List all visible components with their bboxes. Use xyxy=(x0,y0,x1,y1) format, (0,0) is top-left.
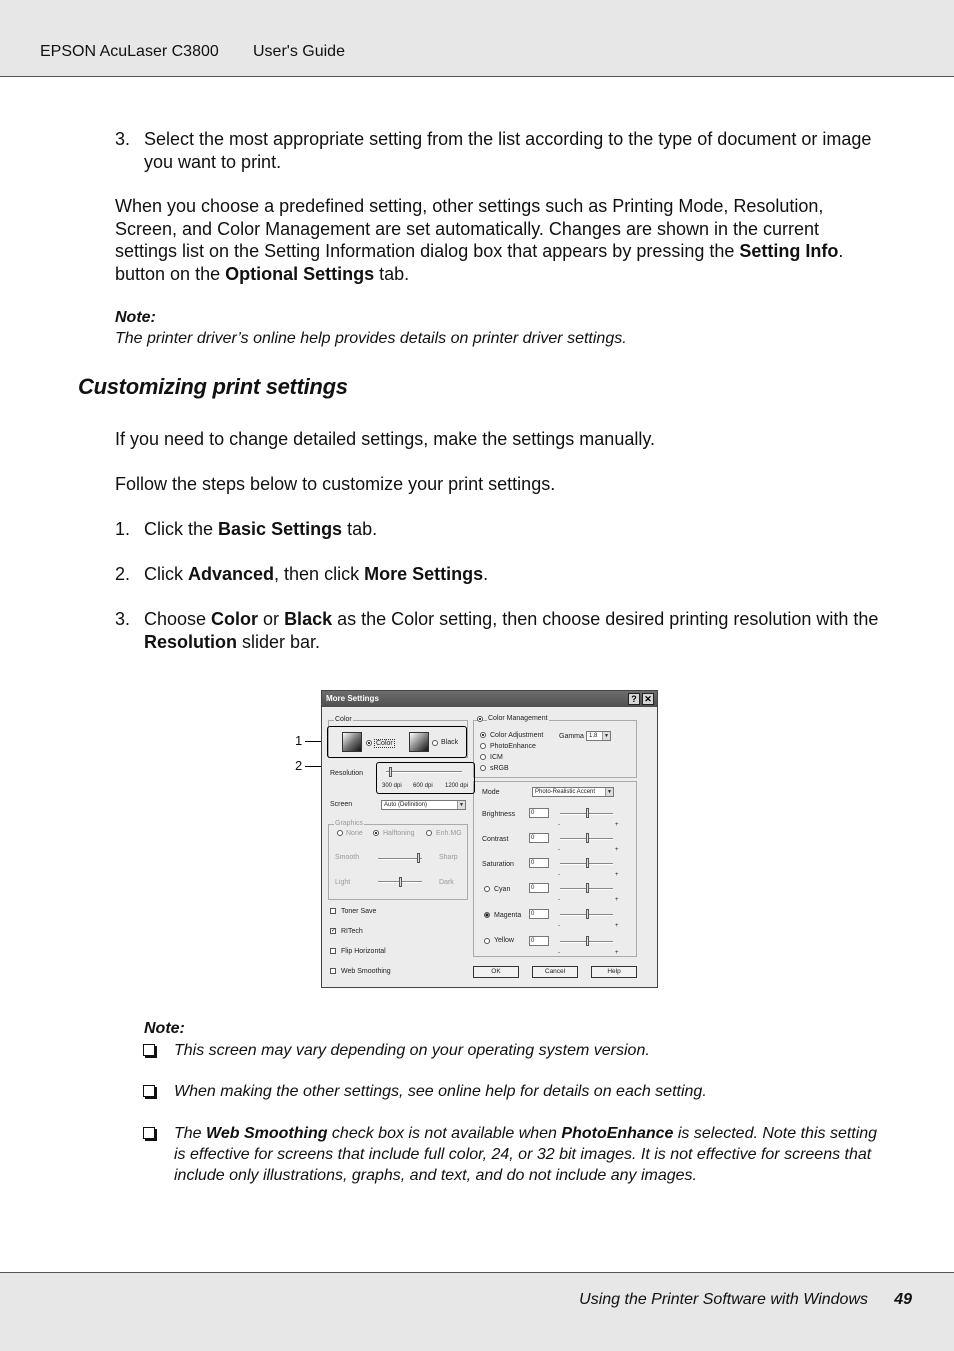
dialog-titlebar xyxy=(322,691,657,707)
note-item: This screen may vary depending on your operating system version. xyxy=(174,1042,650,1059)
cm-option: PhotoEnhance xyxy=(490,743,536,750)
cm-radio[interactable] xyxy=(480,765,486,771)
dark-label: Dark xyxy=(439,879,454,886)
resolution-highlight-box xyxy=(376,762,475,794)
adjust-label: Contrast xyxy=(482,836,509,843)
adjustment-group xyxy=(473,781,637,957)
dropdown-arrow-icon: ▼ xyxy=(602,732,610,740)
cancel-button[interactable]: Cancel xyxy=(532,966,578,978)
page-header xyxy=(0,0,954,77)
cm-option: ICM xyxy=(490,754,503,761)
checkbox-label: Web Smoothing xyxy=(341,968,391,975)
note-item: When making the other settings, see online help for details on each setting. xyxy=(174,1083,707,1100)
adjust-label: Cyan xyxy=(494,886,511,893)
checkbox-label: Flip Horizontal xyxy=(341,948,386,955)
dropdown-arrow-icon: ▼ xyxy=(605,788,613,796)
smooth-track[interactable] xyxy=(378,858,422,860)
adjust-thumb[interactable] xyxy=(586,936,589,946)
cm-option: sRGB xyxy=(490,765,509,772)
cyan-field[interactable]: 0 xyxy=(529,883,549,893)
color-management-radio[interactable] xyxy=(477,716,483,722)
header-product: EPSON AcuLaser C3800 xyxy=(40,43,219,60)
adjust-thumb[interactable] xyxy=(586,833,589,843)
adjust-thumb[interactable] xyxy=(586,883,589,893)
mode-label: Mode xyxy=(482,789,500,796)
step-text: Click Advanced, then click More Settings. xyxy=(144,564,489,584)
plus-label: + xyxy=(615,923,619,929)
resolution-label: Resolution xyxy=(330,770,364,777)
contrast-field[interactable]: 0 xyxy=(529,833,549,843)
minus-label: - xyxy=(558,897,560,903)
callout-2: 2 xyxy=(295,758,303,773)
mode-select[interactable]: Photo-Realistic Accent ▼ xyxy=(532,787,614,797)
checkbox-label: Toner Save xyxy=(341,908,377,915)
step-text: Click the Basic Settings tab. xyxy=(144,519,378,539)
brightness-field[interactable]: 0 xyxy=(529,808,549,818)
help-button[interactable]: Help xyxy=(591,966,637,978)
dpi-label: 300 dpi xyxy=(382,783,402,789)
plus-label: + xyxy=(615,822,619,828)
minus-label: - xyxy=(558,950,560,956)
color-highlight-box xyxy=(327,726,467,758)
ok-button[interactable]: OK xyxy=(473,966,519,978)
checkbox-bullet-icon xyxy=(143,1127,155,1139)
graphics-option: Enh.MG xyxy=(436,830,462,837)
screen-select[interactable]: Auto (Definition) ▼ xyxy=(381,800,466,810)
smooth-label: Smooth xyxy=(335,854,360,861)
gamma-select[interactable]: 1.8 ▼ xyxy=(586,731,611,741)
header-guide: User's Guide xyxy=(253,43,345,60)
dialog-title: More Settings xyxy=(326,694,379,703)
page-number: 49 xyxy=(894,1291,912,1308)
color-option-label: Color xyxy=(376,740,393,747)
web-smoothing-checkbox[interactable] xyxy=(330,968,336,974)
callout-1: 1 xyxy=(295,733,303,748)
color-management-label: Color Management xyxy=(488,715,548,722)
cm-radio[interactable] xyxy=(480,743,486,749)
saturation-field[interactable]: 0 xyxy=(529,858,549,868)
step-text: Select the most appropriate setting from the list according to the type of document or image you want to print. xyxy=(144,129,872,172)
close-icon[interactable]: ✕ xyxy=(642,693,654,705)
smooth-thumb[interactable] xyxy=(417,853,420,863)
plus-label: + xyxy=(615,872,619,878)
paragraph: When you choose a predefined setting, other settings such as Printing Mode, Resolution, Screen, and Color Management are set automatically. Changes are shown in the current settings list on the Setting Information dialog box that appears by pressing the Setting Info. button on the Optional Settings tab. xyxy=(115,196,844,284)
flip-horizontal-checkbox[interactable] xyxy=(330,948,336,954)
magenta-radio[interactable] xyxy=(484,912,490,918)
magenta-field[interactable]: 0 xyxy=(529,909,549,919)
step-number: 3. xyxy=(115,129,131,149)
section-heading: Customizing print settings xyxy=(78,374,348,399)
adjust-label: Saturation xyxy=(482,861,514,868)
graphics-radio[interactable] xyxy=(426,830,432,836)
step-text: Choose Color or Black as the Color setting, then choose desired printing resolution with the Resolution slider bar. xyxy=(144,609,879,652)
cm-radio[interactable] xyxy=(480,732,486,738)
black-option-label: Black xyxy=(441,739,459,746)
paragraph: If you need to change detailed settings, make the settings manually. xyxy=(115,429,655,449)
note-text: The printer driver’s online help provides details on printer driver settings. xyxy=(115,330,627,347)
graphics-option: Halftoning xyxy=(383,830,415,837)
dropdown-arrow-icon: ▼ xyxy=(457,801,465,809)
minus-label: - xyxy=(558,847,560,853)
checkbox-bullet-icon xyxy=(143,1085,155,1097)
yellow-field[interactable]: 0 xyxy=(529,936,549,946)
graphics-group-label: Graphics xyxy=(335,820,364,827)
note-label: Note: xyxy=(115,309,156,326)
page-footer xyxy=(0,1272,954,1351)
plus-label: + xyxy=(615,897,619,903)
checkbox-bullet-icon xyxy=(143,1044,155,1056)
adjust-thumb[interactable] xyxy=(586,909,589,919)
light-thumb[interactable] xyxy=(399,877,402,887)
adjust-label: Yellow xyxy=(494,937,514,944)
adjust-label: Magenta xyxy=(494,912,522,919)
plus-label: + xyxy=(615,847,619,853)
cyan-radio[interactable] xyxy=(484,886,490,892)
note-label: Note: xyxy=(144,1020,185,1037)
screen-label: Screen xyxy=(330,801,353,808)
adjust-thumb[interactable] xyxy=(586,808,589,818)
minus-label: - xyxy=(558,923,560,929)
light-label: Light xyxy=(335,879,351,886)
dpi-label: 1200 dpi xyxy=(445,783,469,789)
step-number: 2. xyxy=(115,564,131,584)
minus-label: - xyxy=(558,822,560,828)
gamma-label: Gamma xyxy=(559,733,584,740)
ritech-checkbox[interactable]: ✓ xyxy=(331,928,337,934)
dpi-label: 600 dpi xyxy=(413,783,433,789)
toner-save-checkbox[interactable] xyxy=(330,908,336,914)
step-number: 1. xyxy=(115,519,131,539)
step-number: 3. xyxy=(115,609,131,629)
cm-radio[interactable] xyxy=(480,754,486,760)
footer-section: Using the Printer Software with Windows xyxy=(579,1291,868,1308)
help-icon[interactable]: ? xyxy=(628,693,640,705)
sharp-label: Sharp xyxy=(439,854,458,861)
graphics-radio[interactable] xyxy=(337,830,343,836)
note-item: The Web Smoothing check box is not available when PhotoEnhance is selected. Note this setting is effective for screens that include full color, 24, or 32 bit images. It is not effective for screens that include only illustrations, graphs, and text, and do not include any images. xyxy=(174,1125,878,1184)
yellow-radio[interactable] xyxy=(484,938,490,944)
paragraph: Follow the steps below to customize your print settings. xyxy=(115,474,556,494)
checkbox-label: RITech xyxy=(341,928,363,935)
graphics-radio[interactable] xyxy=(373,830,379,836)
adjust-thumb[interactable] xyxy=(586,858,589,868)
minus-label: - xyxy=(558,872,560,878)
cm-option: Color Adjustment xyxy=(490,732,544,739)
adjust-label: Brightness xyxy=(482,811,516,818)
plus-label: + xyxy=(615,950,619,956)
color-group-label: Color xyxy=(335,716,352,723)
graphics-option: None xyxy=(346,830,363,837)
